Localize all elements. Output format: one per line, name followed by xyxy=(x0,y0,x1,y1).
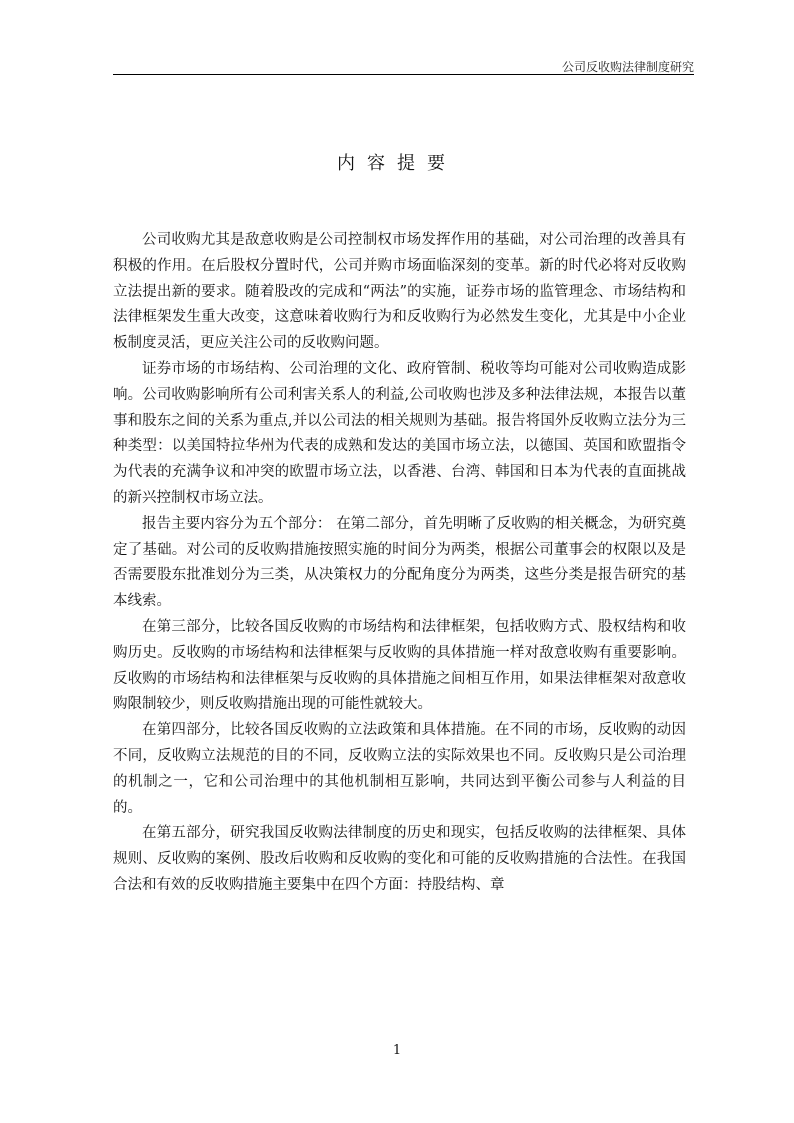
running-title: 公司反收购法律制度研究 xyxy=(561,60,694,74)
paragraph-1: 公司收购尤其是敌意收购是公司控制权市场发挥作用的基础，对公司治理的改善具有积极的作用。在后股权分置时代，公司并购市场面临深刻的变革。新的时代必将对反收购立法提出新的要求。随着股改的完成和“两法”的实施，证券市场的监管理念、市场结构和法律框架发生重大改变，这意味着收购行为和反收购行为必然发生变化，尤其是中小企业板制度灵活，更应关注公司的反收购问题。 xyxy=(113,232,686,352)
paragraph-4: 在第三部分，比较各国反收购的市场结构和法律框架，包括收购方式、股权结构和收购历史。反收购的市场结构和法律框架与反收购的具体措施一样对敌意收购有重要影响。反收购的市场结构和法律框架与反收购的具体措施之间相互作用，如果法律框架对敌意收购限制较少，则反收购措施出现的可能性就较大。 xyxy=(113,618,686,713)
running-header xyxy=(113,54,694,75)
paragraph-2: 证券市场的市场结构、公司治理的文化、政府管制、税收等均可能对公司收购造成影响。公司收购影响所有公司利害关系人的利益,公司收购也涉及多种法律法规，本报告以董事和股东之间的关系为重点,并以公司法的相关规则为基础。报告将国外反收购立法分为三种类型：以美国特拉华州为代表的成熟和发达的美国市场立法，以德国、英国和欧盟指令为代表的充满争议和冲突的欧盟市场立法，以香港、台湾、韩国和日本为代表的直面挑战的新兴控制权市场立法。 xyxy=(113,360,686,506)
section-title: 内容提要 xyxy=(337,153,457,174)
page-number: 1 xyxy=(392,1043,402,1058)
paragraph-3: 报告主要内容分为五个部分： 在第二部分，首先明晰了反收购的相关概念，为研究奠定了基础。对公司的反收购措施按照实施的时间分为两类，根据公司董事会的权限以及是否需要股东批准划分为三类，从决策权力的分配角度分为两类，这些分类是报告研究的基本线索。 xyxy=(113,515,686,610)
paragraph-5: 在第四部分，比较各国反收购的立法政策和具体措施。在不同的市场，反收购的动因不同，反收购立法规范的目的不同，反收购立法的实际效果也不同。反收购只是公司治理的机制之一，它和公司治理中的其他机制相互影响，共同达到平衡公司参与人利益的目的。 xyxy=(113,722,686,816)
abstract-body xyxy=(113,228,686,899)
paragraph-6: 在第五部分，研究我国反收购法律制度的历史和现实，包括反收购的法律框架、具体规则、反收购的案例、股改后收购和反收购的变化和可能的反收购措施的合法性。在我国合法和有效的反收购措施主要集中在四个方面：持股结构、章 xyxy=(113,825,686,893)
